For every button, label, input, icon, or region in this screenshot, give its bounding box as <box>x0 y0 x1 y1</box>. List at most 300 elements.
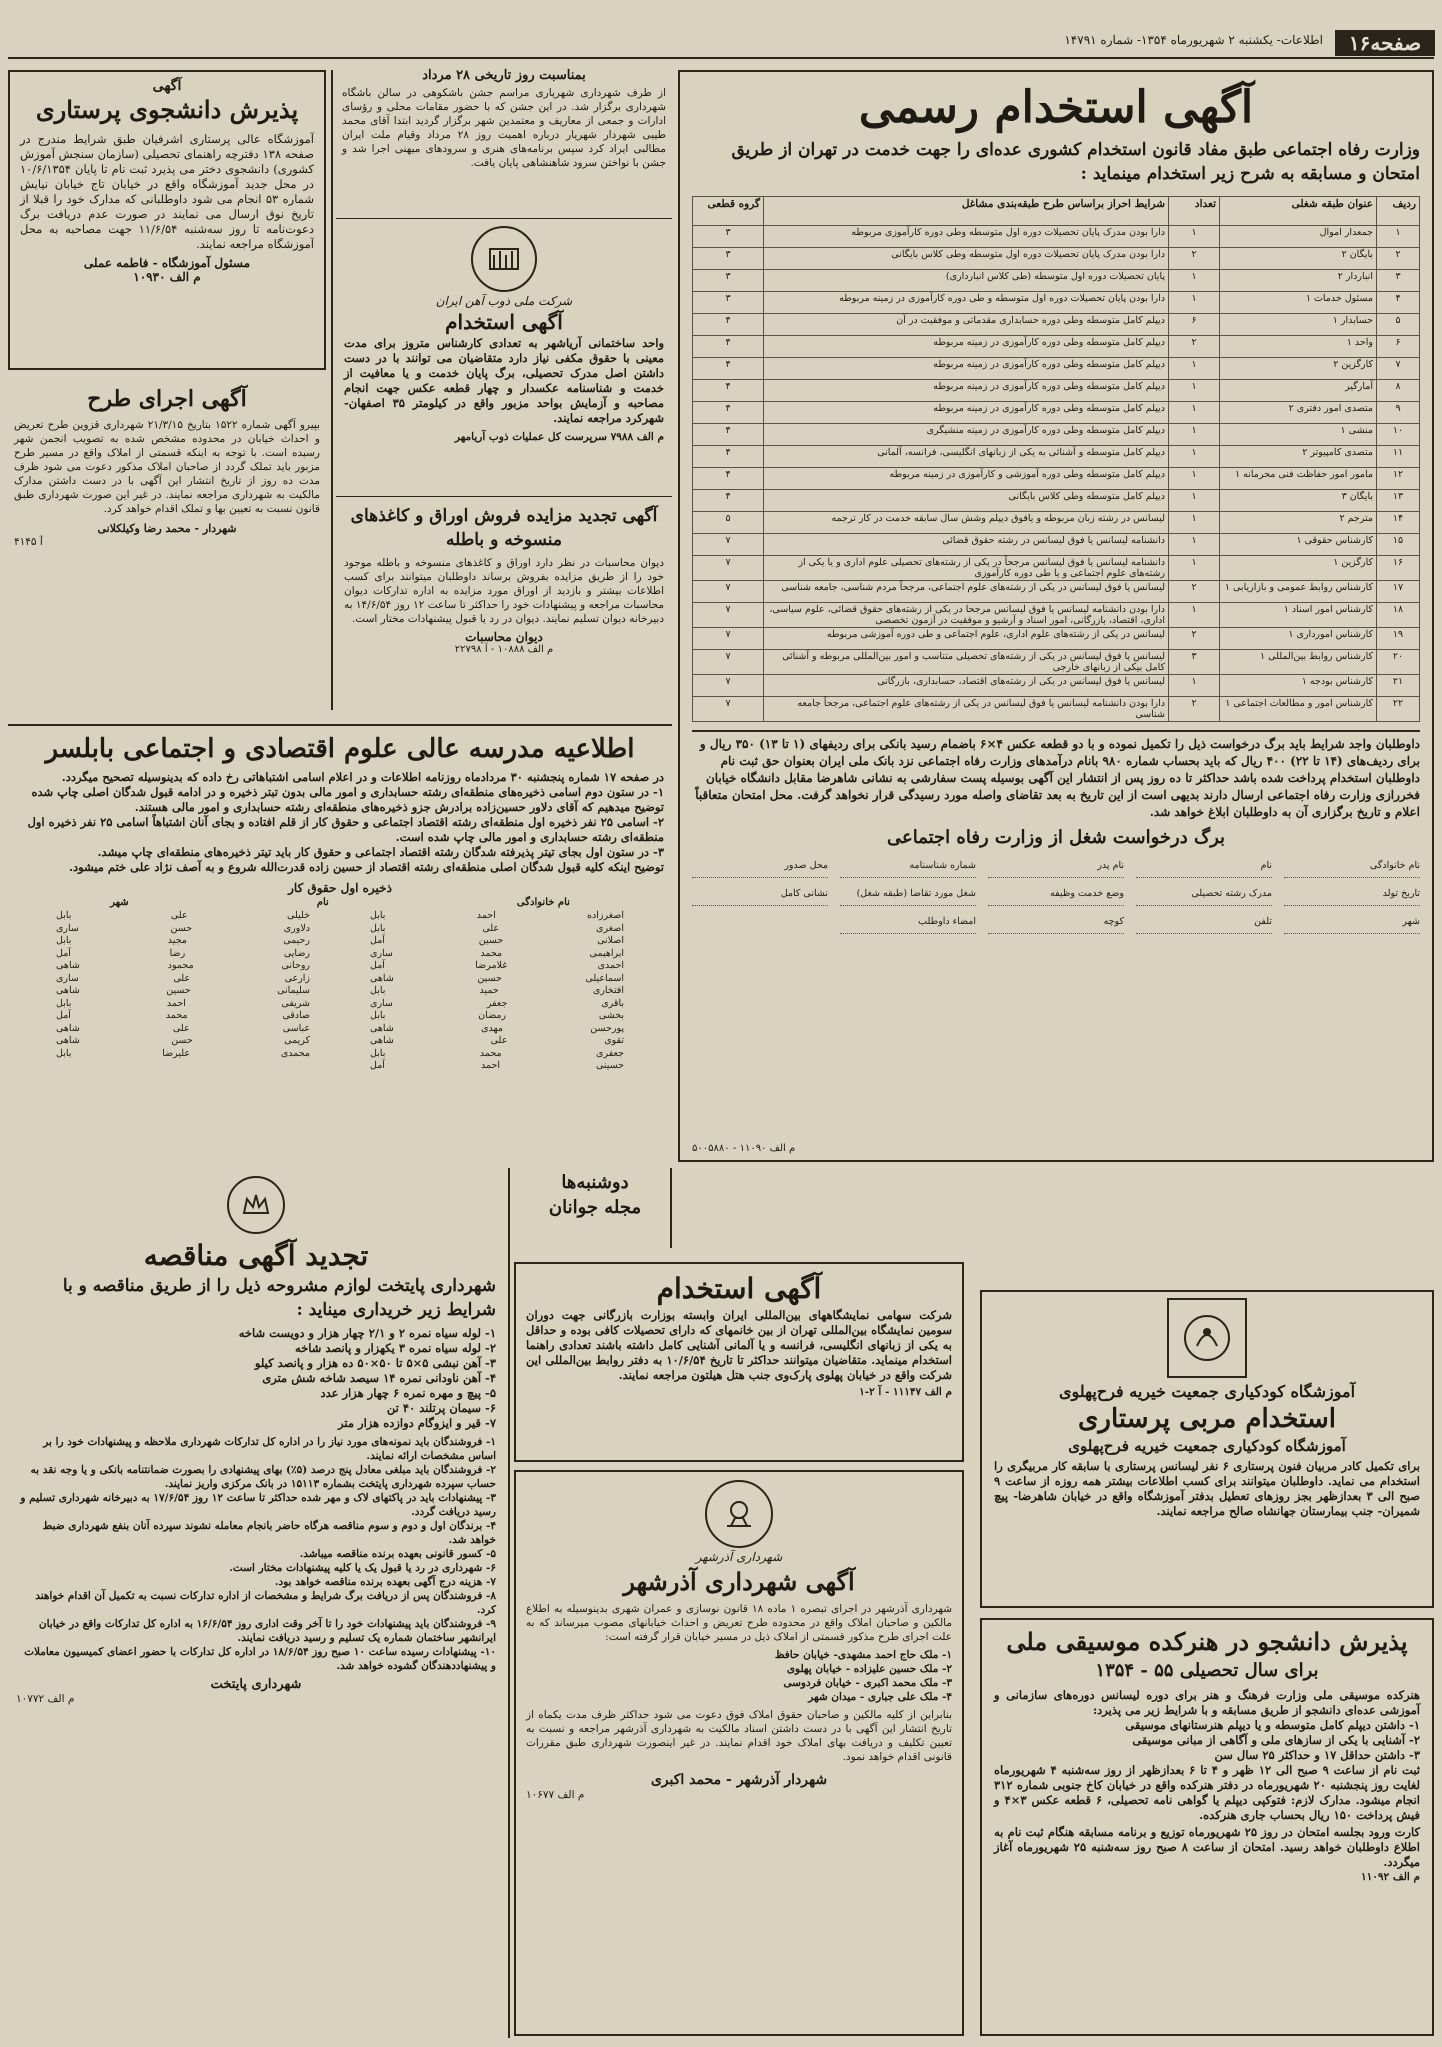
name-first: علی <box>172 1022 190 1034</box>
recruit-row <box>693 581 1420 603</box>
recruit-code: م الف ۱۱۰۹۰ - ۵۰۰۵۸۸۰ <box>692 1143 796 1154</box>
header-line: اطلاعات- یکشنبه ۲ شهریورماه ۱۳۵۴- شماره ۱۴۷۹۱ <box>1064 33 1323 47</box>
recruit-cell-count: ۱ <box>1169 270 1220 292</box>
charity-emblem-icon <box>1179 1310 1235 1366</box>
recruit-cell-title: مامور امور حفاظت فنی محرمانه ۱ <box>1220 468 1377 490</box>
name-city: بابل <box>370 1010 386 1021</box>
recruit-cell-n: ۲۲ <box>1377 697 1420 722</box>
kindergarten-body: برای تکمیل کادر مربیان فنون پرستاری ۶ نفر لیسانس پرستاری با سابقه کار مربیگری را استخدام می نماید. داوطلبان میتوانند برای کسب اطلاعات بیشتر همه روزه از ساعت ۹ صبح الی ۳ بعدازظهر بجز روزهای تعطیل بدفتر آموزشگاه واقع در خیابان شاهرضا- پیچ شمیران- جنب بیمارستان جهانشاه صالح مراجعه نمایند. <box>994 1459 1420 1518</box>
recruit-cell-grade: ۷ <box>693 697 764 722</box>
name-family: اصغرزاده <box>587 910 624 921</box>
tender-condition: ۸- فروشندگان پس از دریافت برگ شرایط و مشخصات از اداره تدارکات نسبت به تکمیل آن اقدام خواهند کرد. <box>35 1590 496 1616</box>
name-city: شاهی <box>56 1035 80 1046</box>
recruit-cell-title: کارشناس حقوقی ۱ <box>1220 534 1377 556</box>
name-first: محمد <box>479 1047 502 1059</box>
recruit-cell-grade: ۴ <box>693 424 764 446</box>
recruit-cell-count: ۱ <box>1169 402 1220 424</box>
list-col-family: نام خانوادگی <box>516 897 570 908</box>
recruit-cell-grade: ۴ <box>693 446 764 468</box>
name-city: شاهی <box>56 985 80 996</box>
name-city: ساری <box>56 922 79 934</box>
recruit-row <box>693 490 1420 512</box>
recruit-row <box>693 675 1420 697</box>
recruit-row <box>693 512 1420 534</box>
tender-code: م الف ۱۰۷۷۲ <box>16 1693 75 1705</box>
recruit-cell-cond: دیپلم کامل متوسطه وطی دوره کارآموزی در زمینه مربوطه <box>764 380 1169 402</box>
recruit-cell-count: ۱ <box>1169 226 1220 248</box>
recruit-table <box>692 196 1420 722</box>
recruit-cell-n: ۱۹ <box>1377 628 1420 650</box>
name-entry <box>56 960 310 973</box>
tender-item: ۷- قیر و ایزوگام دوازده هزار متر <box>338 1416 496 1430</box>
recruit-cell-grade: ۷ <box>693 628 764 650</box>
name-city: ساری <box>370 947 393 959</box>
name-city: آمل <box>370 935 385 946</box>
recruit-cell-cond: دیپلم کامل متوسطه وطی دوره آموزشی و کارآموزی در زمینه مربوطه <box>764 468 1169 490</box>
name-entry <box>56 973 310 986</box>
recruit-cell-count: ۲ <box>1169 628 1220 650</box>
recruit-cell-count: ۱ <box>1169 358 1220 380</box>
steel-logo-icon <box>484 239 524 279</box>
name-first: احمد <box>476 910 496 921</box>
recruit-cell-grade: ۴ <box>693 358 764 380</box>
recruit-cell-count: ۱ <box>1169 556 1220 581</box>
rule-a <box>336 218 672 219</box>
steel-code: م الف ۷۹۸۸ سرپرست کل عملیات ذوب آریامهر <box>454 431 664 443</box>
auction-ad <box>336 500 672 720</box>
name-entry <box>370 1035 624 1048</box>
babolsar-body2: توضیح اینکه کلیه قبول شدگان اصلی منطقه‌ای رشته اقتصاد از حسین زاده قدرت‌الله شروع و به آصف نژاد علی ختم میشود. <box>68 860 664 874</box>
recruit-intro: وزارت رفاه اجتماعی طبق مفاد قانون استخدام کشوری عده‌ای را جهت خدمت در تهران از طریق امتحان و مسابقه به شرح زیر استخدام مینماید : <box>731 140 1420 184</box>
recruit-cell-title: کارشناس امورداری ۱ <box>1220 628 1377 650</box>
recruit-cell-grade: ۴ <box>693 336 764 358</box>
name-first: مجید <box>167 935 187 946</box>
name-entry <box>370 948 624 961</box>
exhibition-body: شرکت سهامی نمایشگاههای بین‌المللی ایران وابسته بوزارت بازرگانی جهت دوران سومین نمایشگاه بین‌المللی تهران از بین خانمهای که دارای تحصیلات کافی بوده و حداقل به یکی از زبانهای انگلیسی، فرانسه و یا آلمانی آشنایی کامل داشته باشند تعدادی راهنما استخدام مینماید. متقاضیان میتوانند حداکثر تا تاریخ ۱۰/۶/۵۴ به دفتر روابط بین‌المللی این شرکت واقع در خیابان پهلوی پارک‌وی جنب هتل هیلتون مراجعه نمایند. <box>526 1308 952 1382</box>
recruit-row <box>693 248 1420 270</box>
recruit-cell-title: کارشناس روابط عمومی و بازاریابی ۱ <box>1220 581 1377 603</box>
name-family: باقری <box>601 997 624 1009</box>
recruit-row <box>693 226 1420 248</box>
babolsar-body1: در صفحه ۱۷ شماره پنجشنبه ۳۰ مردادماه روزنامه اطلاعات و در اعلام اسامی اشتباهاتی رخ داده که بدینوسیله تصحیح میگردد. <box>61 770 664 784</box>
name-first: محمود <box>167 960 194 971</box>
steel-body: واحد ساختمانی آریاشهر به تعدادی کارشناس متروز برای مدت معینی با حقوق مکفی نیاز دارد متقاضیان می توانند با در دست داشتن اصل مدرک تحصیلی، برگ پایان خدمت و یا معافیت از خدمت و شناسنامه عکسدار و چهار قطعه عکس جهت انجام مصاحبه و آزمایش بواحد مزبور واقع در کیلومتر ۳۵ اصفهان- شهرکرد مراجعه نمایند. <box>344 336 664 425</box>
kindergarten-ad <box>980 1290 1434 1608</box>
name-entry <box>370 923 624 936</box>
babolsar-list-head <box>16 897 664 908</box>
recruit-cell-cond: دارا بودن دانشنامه لیسانس یا فوق لیسانس در یکی از رشته‌های علوم اجتماعی، مرجحاً جامعه شناسی <box>764 697 1169 722</box>
recruit-cell-grade: ۳ <box>693 292 764 314</box>
recruit-cell-grade: ۷ <box>693 603 764 628</box>
recruit-cell-cond: دیپلم کامل متوسطه و آشنائی به یکی از زبانهای انگلیسی، فرانسه، آلمانی <box>764 446 1169 468</box>
recruit-cell-grade: ۳ <box>693 270 764 292</box>
name-family: روحانی <box>281 960 310 971</box>
recruit-table-wrap <box>692 196 1420 722</box>
form-field-label: تاریخ تولد <box>1284 888 1420 906</box>
form-field-label: تلفن <box>1136 916 1272 934</box>
name-family: حسینی <box>596 1060 624 1071</box>
recruit-cell-grade: ۴ <box>693 380 764 402</box>
recruit-cell-count: ۱ <box>1169 468 1220 490</box>
azarshahr-body: شهرداری آذرشهر در اجرای تبصره ۱ ماده ۱۸ قانون نوسازی و عمران شهری بدینوسیله به اطلاع مالکین و صاحبان املاک واقع در محدوده طرح تعریض و احداث خیابانهای مصوب میرساند که به علت اجرای طرح مذکور قسمتی از املاک ذیل در مسیر خیابان قرار گرفته است: <box>526 1603 952 1643</box>
recruit-form-title: برگ درخواست شغل از وزارت رفاه اجتماعی <box>886 827 1226 848</box>
recruit-cell-title: کارشناس امور اسناد ۱ <box>1220 603 1377 628</box>
recruit-row <box>693 270 1420 292</box>
name-entry <box>56 998 310 1011</box>
babolsar-item-1: ۱- در ستون دوم اسامی ذخیره‌های منطقه‌ای رشته حسابداری و امور مالی بدون تبتر ذخیره و در ادامه قبول شدگان اصلی چاپ شده توضیح میدهیم که آقای دلاور حسین‌زاده برادرش جزو ذخیره‌های منطقه‌ای رشته حسابداری و امور مالی هستند. <box>31 785 664 814</box>
recruit-row <box>693 650 1420 675</box>
recruit-cell-cond: دارا بودن مدرک پایان تحصیلات دوره اول متوسطه وطی کلاس بایگانی <box>764 248 1169 270</box>
name-entry <box>56 923 310 936</box>
name-first: حسن <box>171 1035 193 1046</box>
music-item: ۲- آشنایی با یکی از سازهای ملی و آگاهی از مبانی موسیقی <box>1132 1733 1420 1747</box>
recruit-cell-count: ۱ <box>1169 424 1220 446</box>
recruit-row <box>693 603 1420 628</box>
tender-condition: ۲- فروشندگان باید مبلغی معادل پنج درصد (۵٪) بهای پیشنهادی را بصورت ضمانتنامه بانکی و یا وجه نقد به حساب سپرده شهرداری پایتخت بشماره ۱۵۱۱۳ در بانک مرکزی واریز نمایند. <box>30 1464 496 1490</box>
recruit-cell-cond: دیپلم کامل متوسطه وطی دوره کارآموزی در زمینه مربوطه <box>764 358 1169 380</box>
name-city: شاهی <box>370 1022 394 1034</box>
recruit-cell-title: مسئول خدمات ۱ <box>1220 292 1377 314</box>
recruit-cell-n: ۷ <box>1377 358 1420 380</box>
name-family: دلاوری <box>283 922 310 934</box>
recruit-cell-title: آمارگیر <box>1220 380 1377 402</box>
col-divider-b <box>508 1168 510 2038</box>
name-city: بابل <box>370 910 386 921</box>
recruit-cell-title: کارشناس روابط بین‌المللی ۱ <box>1220 650 1377 675</box>
tender-lead: شهرداری پایتخت لوازم مشروحه ذیل را از طریق مناقصه و با شرایط زیر خریداری میناید : <box>62 1276 496 1320</box>
name-entry <box>370 985 624 998</box>
name-first: احمد <box>480 1060 500 1071</box>
name-family: پورحسن <box>590 1022 624 1034</box>
recruit-cell-title: کارشناس بودجه ۱ <box>1220 675 1377 697</box>
recruit-notes: داوطلبان واجد شرایط باید برگ درخواست ذیل را تکمیل نموده و با دو قطعه عکس ۴×۶ باضمام رسید بانکی برای ردیفهای (۱ تا ۱۳) ۳۵۰ ریال و برای ردیف‌های (۱۴ تا ۲۲) ۴۰۰ ریال که باید بحساب شماره ۹۸۰ بانام درآمدهای وزارت رفاه اجتماعی نزد بانک ملی ایران بعنوان حق ثبت نام داوطلبان استخدام پرداخت شده باشد حداکثر تا ده روز پس از انتشار این آگهی بوسیله پست سفارشی به نشانی شاهرضا مقابل دانشگاه خیابان فخررازی وزارت رفاه اجتماعی ارسال دارند بدیهی است از این تاریخ به بعد تقاضای واصله مورد رسیدگی قرار نخواهد گرفت. محل امتحان متعاقباً اعلام و تاریخ برگزاری آن به داوطلبان ابلاغ خواهد شد. <box>692 730 1420 821</box>
tender-condition: ۷- هزینه درج آگهی بعهده برنده مناقصه خواهد بود. <box>274 1576 496 1588</box>
anniversary-title: بمناسبت روز تاریخی ۲۸ مرداد <box>422 68 586 83</box>
recruit-row <box>693 402 1420 424</box>
name-city: بابل <box>370 922 386 934</box>
name-entry <box>370 935 624 948</box>
exhibition-code: م الف ۱۱۱۴۷ - آ ۲-۱ <box>859 1386 952 1398</box>
name-entry <box>370 960 624 973</box>
azarshahr-title: آگهی شهرداری آذرشهر <box>623 1567 855 1596</box>
azarshahr-ad <box>514 1470 964 2036</box>
name-first: جعفر <box>486 997 508 1009</box>
recruit-row <box>693 446 1420 468</box>
music-item: ۱- داشتن دیپلم کامل متوسطه و یا دیپلم هنرستانهای موسیقی <box>1125 1718 1420 1732</box>
recruit-row <box>693 358 1420 380</box>
name-family: زارعی <box>284 972 310 984</box>
name-city: بابل <box>370 1047 386 1059</box>
azarshahr-item: ۴- ملک علی جباری - میدان شهر <box>808 1691 952 1703</box>
name-family: عباسی <box>282 1022 310 1034</box>
name-family: محمدی <box>280 1047 310 1059</box>
anniversary-body: از طرف شهرداری شهریاری مراسم جشن باشکوهی در سالن باشگاه شهرداری برگزار شد. در این جشن که با حضور مقامات محلی و رؤسای ادارات و جمعی از معاریف و معتمدین شهر برگزار گردید ابتدا آقای محمد طیبی شهردار شهریار درباره اهمیت روز ۲۸ مرداد وقیام ملت ایران مطالبی ایراد کرد سپس برنامه‌های هنری و سرودهای میهنی اجرا شد و جشن با نواختن سرود شاهنشاهی پایان یافت. <box>342 87 666 169</box>
auction-body: دیوان محاسبات در نظر دارد اوراق و کاغذهای منسوخه و باطله موجود خود را از طریق مزایده بفروش برساند داوطلبان میتوانند برای کسب اطلاعات بیشتر و بازدید از اوراق مورد مزایده به اداره تدارکات دیوان محاسبات مراجعه و پیشنهادات خود را حداکثر تا ساعت ۱۲ روز ۱۴/۶/۵۴ به دبیرخانه دیوان تسلیم نمایند. دیوان در رد یا قبول پیشنهادات مختار است. <box>344 557 665 625</box>
recruit-cell-n: ۵ <box>1377 314 1420 336</box>
music-sub: برای سال تحصیلی ۵۵ - ۱۳۵۴ <box>1095 1660 1319 1681</box>
recruit-cell-grade: ۷ <box>693 534 764 556</box>
page-number: صفحه۱۶ <box>1335 30 1435 56</box>
babolsar-notice <box>8 728 672 1164</box>
recruit-cell-n: ۳ <box>1377 270 1420 292</box>
name-first: رضا <box>169 947 186 959</box>
recruit-cell-count: ۱ <box>1169 512 1220 534</box>
tender-conditions <box>16 1435 496 1673</box>
recruit-cell-n: ۱۶ <box>1377 556 1420 581</box>
name-entry <box>56 935 310 948</box>
recruit-cell-cond: لیسانس یا فوق لیسانس در یکی از رشته‌های اقتصاد، حسابداری، بازرگانی <box>764 675 1169 697</box>
form-field-label: امضاء داوطلب <box>840 916 976 934</box>
recruit-row <box>693 468 1420 490</box>
name-family: رحیمی <box>283 935 310 946</box>
name-city: شاهی <box>370 972 394 984</box>
recruit-cell-grade: ۷ <box>693 650 764 675</box>
javanan-mag: مجله جوانان <box>548 1197 642 1218</box>
tender-condition: ۱- فروشندگان باید نمونه‌های مورد نیاز را در اداره کل تدارکات شهرداری ملاحظه و پیشنهادات خود را بر اساس مشخصات ارائه نمایند. <box>43 1436 496 1462</box>
name-city: بابل <box>56 935 72 946</box>
music-ad <box>980 1618 1434 2036</box>
recruit-form <box>692 860 1420 934</box>
recruit-cell-n: ۱۱ <box>1377 446 1420 468</box>
kindergarten-logo <box>1167 1298 1247 1378</box>
recruit-cell-count: ۲ <box>1169 248 1220 270</box>
recruit-cell-n: ۶ <box>1377 336 1420 358</box>
list-col-name: نام <box>316 897 329 908</box>
name-first: علی <box>490 1035 508 1046</box>
form-field-label: شهر <box>1284 916 1420 934</box>
form-field-label: نام پدر <box>988 860 1124 878</box>
azarshahr-items <box>526 1648 952 1704</box>
recruit-cell-cond: پایان تحصیلات دوره اول متوسطه (طی کلاس انبارداری) <box>764 270 1169 292</box>
name-entry <box>370 1048 624 1061</box>
recruit-cell-cond: لیسانس یا فوق لیسانس در یکی از رشته‌های علوم اجتماعی، مرجحاً مردم شناسی، جامعه شناسی <box>764 581 1169 603</box>
recruit-cell-n: ۹ <box>1377 402 1420 424</box>
nursing-title: پذیرش دانشجوی پرستاری <box>35 95 299 124</box>
project-sign: شهردار - محمد رضا وکیلکلانی <box>97 522 237 535</box>
steel-logo <box>471 226 537 292</box>
name-entry <box>56 1010 310 1023</box>
tender-item: ۲- لوله سیاه نمره ۳ یکهزار و پانصد شاخه <box>295 1341 496 1355</box>
tender-item: ۳- آهن نبشی ۵×۵ تا ۵۰×۵۰ ده هزار و پانصد کیلو <box>254 1356 496 1370</box>
recruit-cell-title: منشی ۱ <box>1220 424 1377 446</box>
name-first: حمید <box>479 985 499 996</box>
name-family: تقوی <box>604 1035 624 1046</box>
name-family: شریفی <box>281 997 310 1009</box>
name-family: خلیلی <box>287 910 310 921</box>
recruit-cell-cond: لیسانس یا فوق لیسانس در یکی از رشته‌های تحصیلی متناسب و امور بین‌المللی مربوطه و آشنائی کامل بیکی از زبانهای خارجی <box>764 650 1169 675</box>
name-city: ساری <box>370 997 393 1009</box>
kindergarten-top: آموزشگاه کودکیاری جمعیت خیریه فرح‌پهلوی <box>1058 1382 1356 1401</box>
recruit-cell-n: ۱۰ <box>1377 424 1420 446</box>
recruit-cell-count: ۱ <box>1169 292 1220 314</box>
babolsar-item-2: ۲- اسامی ۲۵ نفر ذخیره اول منطقه‌ای رشته اقتصاد اجتماعی و حقوق کار از قلم افتاده و بجای آنان اشتباهاً اسامی ۲۵ نفر ذخیره اول منطقه‌ای رشته حسابداری و امور مالی چاپ شده است. <box>27 815 664 844</box>
name-entry <box>56 1023 310 1036</box>
tender-item: ۴- آهن ناودانی نمره ۱۴ سیصد شاخه شش متری <box>262 1371 496 1385</box>
recruit-row <box>693 314 1420 336</box>
tender-ad <box>8 1168 504 2038</box>
recruit-cell-count: ۳ <box>1169 650 1220 675</box>
tender-condition: ۹- فروشندگان باید پیشنهادات خود را تا آخر وقت اداری روز ۱۶/۶/۵۴ به اداره کل تدارکات واقع در خیابان ایرانشهر ساختمان شماره یک تسلیم و رسید دریافت نمایند. <box>38 1618 496 1644</box>
recruit-cell-n: ۲ <box>1377 248 1420 270</box>
recruit-cell-grade: ۴ <box>693 402 764 424</box>
recruit-cell-grade: ۷ <box>693 556 764 581</box>
name-city: شاهی <box>56 1022 80 1034</box>
kindergarten-title: استخدام مربی پرستاری <box>1078 1404 1336 1434</box>
name-city: بابل <box>56 997 72 1009</box>
name-family: کریمی <box>284 1035 310 1046</box>
name-first: محمد <box>480 947 503 959</box>
azarshahr-code: م الف ۱۰۶۷۷ <box>526 1789 585 1801</box>
form-field-label: نام خانوادگی <box>1284 860 1420 878</box>
name-family: بخشی <box>598 1010 624 1021</box>
recruit-cell-title: جمعدار اموال <box>1220 226 1377 248</box>
form-field-label: وضع خدمت وظیفه <box>988 888 1124 906</box>
name-first: احمد <box>166 997 186 1009</box>
recruit-cell-grade: ۷ <box>693 675 764 697</box>
name-first: علی <box>170 910 188 921</box>
recruit-cell-cond: دانشنامه لیسانس یا فوق لیسانس مرجحاً در یکی از رشته‌های تحصیلی علوم اداری و یا یکی از رشته‌های علوم اجتماعی و یا طی دوره کارآموزی <box>764 556 1169 581</box>
name-entry <box>370 998 624 1011</box>
recruit-cell-title: کارگزین ۲ <box>1220 358 1377 380</box>
anniversary-item <box>336 66 672 216</box>
name-family: اصغری <box>596 922 624 934</box>
rule-b <box>336 496 672 497</box>
recruit-row <box>693 380 1420 402</box>
col-row: ردیف <box>1377 197 1420 226</box>
azarshahr-item: ۱- ملک حاج احمد مشهدی- خیابان حافظ <box>774 1649 952 1661</box>
name-family: اسماعیلی <box>585 972 624 984</box>
babolsar-list-title: ذخیره اول حقوق کار <box>288 881 392 895</box>
recruit-cell-n: ۴ <box>1377 292 1420 314</box>
recruit-row <box>693 336 1420 358</box>
name-entry <box>56 985 310 998</box>
name-first: رمضان <box>478 1010 507 1021</box>
recruit-cell-title: متصدی کامپیوتر ۲ <box>1220 446 1377 468</box>
tender-items <box>16 1326 496 1431</box>
steel-title: آگهی استخدام <box>445 310 563 334</box>
form-field-label: شماره شناسنامه <box>840 860 976 878</box>
recruit-row <box>693 556 1420 581</box>
recruit-cell-title: کارشناس امور و مطالعات اجتماعی ۱ <box>1220 697 1377 722</box>
steel-ad <box>336 222 672 492</box>
name-entry <box>370 973 624 986</box>
name-family: احمدی <box>597 960 624 971</box>
recruit-cell-grade: ۵ <box>693 512 764 534</box>
tender-condition: ۶- شهرداری در رد یا قبول یک یا کلیه پیشنهادات مختار است. <box>229 1562 496 1574</box>
tender-condition: ۳- پیشنهادات باید در پاکتهای لاک و مهر شده حداکثر تا ساعت ۱۲ روز ۱۷/۶/۵۴ به دبیرخانه شهرداری تسلیم و رسید دریافت گردد. <box>20 1492 496 1518</box>
tender-sign: شهرداری پایتخت <box>210 1677 302 1692</box>
name-entry <box>56 1035 310 1048</box>
auction-sign: دیوان محاسبات <box>465 630 543 644</box>
name-entry <box>370 1060 624 1073</box>
recruit-cell-cond: دانشنامه لیسانس یا فوق لیسانس در رشته حقوق قضائی <box>764 534 1169 556</box>
recruit-cell-cond: لیسانس در رشته زبان مربوطه و یافوق دیپلم وشش سال سابقه خدمت در کار ترجمه <box>764 512 1169 534</box>
azarshahr-logo <box>705 1480 773 1548</box>
recruit-cell-n: ۱۲ <box>1377 468 1420 490</box>
nursing-body: آموزشگاه عالی پرستاری اشرفیان طبق شرایط مندرج در صفحه ۱۳۸ دفترچه راهنمای تحصیلی (سازمان سنجش آموزش کشوری) دانشجوی دختر می پذیرد ثبت نام تا پایان ۱۰/۶/۱۳۵۴ در محل جدید آموزشگاه واقع در خیابان تاج خیابان نیایش شماره ۵۳ انجام می شود داوطلبانی که مدارک خود را قبلا از تاریخ نوق ارسال می نمایند در صورت عدم دریافت برگ دعوت‌نامه تا روز سه‌شنبه ۱۱/۶/۵۴ جهت مصاحبه به محل آموزشگاه مراجعه نمایند. <box>20 132 315 251</box>
recruit-cell-count: ۲ <box>1169 697 1220 722</box>
recruit-cell-n: ۲۰ <box>1377 650 1420 675</box>
recruit-cell-count: ۶ <box>1169 314 1220 336</box>
recruit-cell-title: بایگان ۳ <box>1220 490 1377 512</box>
name-first: علی <box>173 972 191 984</box>
music-body2: ثبت نام از ساعت ۹ صبح الی ۱۲ ظهر و ۴ تا ۶ بعدازظهر از روز سه‌شنبه ۴ شهریورماه لغایت روز پنجشنبه ۲۰ شهریورماه در دفتر هنرکده واقع در خیابان کاخ جنوبی شماره ۳۱۲ انجام میشود. مدارک لازم: فتوکپی دیپلم یا گواهی نامه تحصیلی، ۶ قطعه عکس ۳×۴ و فیش پرداخت ۱۵۰ ریال بحساب جاری هنرکده. <box>994 1763 1421 1822</box>
nursing-ad <box>8 70 326 370</box>
recruit-cell-grade: ۳ <box>693 226 764 248</box>
name-city: شاهی <box>56 960 80 971</box>
recruit-cell-count: ۱ <box>1169 380 1220 402</box>
recruit-cell-title: بایگان ۲ <box>1220 248 1377 270</box>
form-field-label: نشانی کامل <box>692 888 828 906</box>
recruit-cell-grade: ۴ <box>693 314 764 336</box>
name-entry <box>370 1010 624 1023</box>
form-field-label: شغل مورد تقاضا (طبقه شغل) <box>840 888 976 906</box>
name-first: حسین <box>166 985 191 996</box>
name-entry <box>370 1023 624 1036</box>
recruit-cell-grade: ۴ <box>693 490 764 512</box>
recruit-cell-n: ۱۳ <box>1377 490 1420 512</box>
recruit-cell-cond: دیپلم کامل متوسطه وطی دوره حسابداری مقدماتی و موفقیت در آن <box>764 314 1169 336</box>
name-family: صادقی <box>282 1010 310 1021</box>
name-city: بابل <box>370 985 386 996</box>
azarshahr-logo-text: شهرداری آذرشهر <box>695 1550 783 1564</box>
rule-c <box>8 724 672 726</box>
header-rule <box>8 57 1434 59</box>
recruit-cell-n: ۲۱ <box>1377 675 1420 697</box>
tender-item: ۶- سیمان پرتلند ۴۰ تن <box>386 1401 496 1415</box>
project-title: آگهی اجرای طرح <box>87 386 247 412</box>
recruit-cell-n: ۱۴ <box>1377 512 1420 534</box>
recruit-ad <box>678 70 1434 1162</box>
name-first: غلامرضا <box>475 960 508 971</box>
name-first: علی <box>482 922 500 934</box>
music-body3: کارت ورود بجلسه امتحان در روز ۲۵ شهریورماه توزیع و برنامه مسابقه هنگام ثبت نام به اطلاع داوطلبان خواهد رسید. امتحان از ساعت ۸ صبح روز سه‌شنبه ۲۵ شهریورماه آغاز میگردد. <box>994 1825 1420 1869</box>
form-field-label: مدرک رشته تحصیلی <box>1136 888 1272 906</box>
auction-code: م الف ۱۰۸۸۸ - آ ۲۲۷۹۸ <box>454 644 554 655</box>
exhibition-ad <box>514 1262 964 1462</box>
recruit-cell-cond: دیپلم کامل متوسطه وطی دوره کارآموزی در زمینه مربوطه <box>764 402 1169 424</box>
babolsar-item-3: ۳- در ستون اول بجای تیتر پذیرفته شدگان رشته اقتصاد اجتماعی و حقوق کار باید تیتر ذخیره‌های منطقه‌ای چاپ میشد. <box>97 845 664 859</box>
nursing-code: م الف ۱۰۹۳۰ <box>133 270 201 284</box>
form-field-label: نام <box>1136 860 1272 878</box>
recruit-cell-n: ۱۷ <box>1377 581 1420 603</box>
recruit-cell-count: ۱ <box>1169 490 1220 512</box>
recruit-cell-title: مترجم ۲ <box>1220 512 1377 534</box>
recruit-cell-cond: دیپلم کامل متوسطه وطی دوره کارآموزی در زمینه منشیگری <box>764 424 1169 446</box>
name-entry <box>370 910 624 923</box>
name-city: آمل <box>370 1060 385 1071</box>
babolsar-title: اطلاعیه مدرسه عالی علوم اقتصادی و اجتماعی بابلسر <box>45 734 635 764</box>
name-city: آمل <box>56 1010 71 1021</box>
javanan-promo <box>520 1168 672 1248</box>
recruit-cell-cond: دارا بودن دانشنامه لیسانس یا فوق لیسانس مرجحا در یکی از رشته‌های حقوق قضائی، علوم سیاسی، اداری، اقتصاد، بازرگانی، امور اسناد و آرشیو و موفقیت در آزمون تخصصی <box>764 603 1169 628</box>
name-city: شاهی <box>370 1035 394 1046</box>
recruit-title: آگهی استخدام رسمی <box>858 82 1254 133</box>
azarshahr-sign: شهردار آذرشهر - محمد اکبری <box>650 1772 828 1788</box>
recruit-cell-count: ۱ <box>1169 603 1220 628</box>
name-first: مهدی <box>481 1022 503 1034</box>
lion-sun-icon <box>719 1494 759 1534</box>
recruit-cell-n: ۸ <box>1377 380 1420 402</box>
music-body: هنرکده موسیقی ملی وزارت فرهنگ و هنر برای دوره لیسانس دوره‌های سازمانی و آموزشی عده‌ای دانشجو از طریق مسابقه و با شرایط زیر می پذیرد: <box>994 1688 1420 1717</box>
recruit-cell-n: ۱۵ <box>1377 534 1420 556</box>
recruit-row <box>693 534 1420 556</box>
music-code: م الف ۱۱۰۹۲ <box>1360 1871 1420 1883</box>
javanan-day: دوشنبه‌ها <box>561 1172 629 1193</box>
recruit-cell-title: کارگزین ۱ <box>1220 556 1377 581</box>
recruit-cell-cond: دیپلم کامل متوسطه وطی کلاس بایگانی <box>764 490 1169 512</box>
name-family: رضایی <box>283 947 310 959</box>
